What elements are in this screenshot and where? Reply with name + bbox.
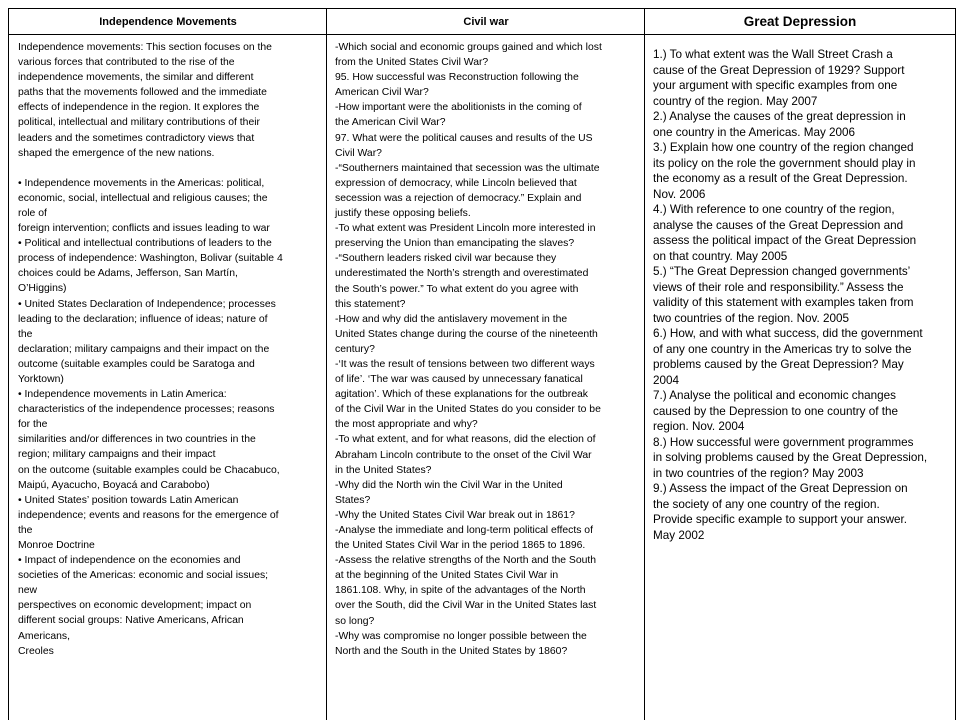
text-line: the most appropriate and why? — [335, 419, 478, 431]
text-line: 1861.108. Why, in spite of the advantages of the North — [335, 585, 586, 597]
text-line: in the United States? — [335, 464, 432, 476]
text-line: • Independence movements in Latin America: — [18, 389, 227, 401]
text-line: caused by the Depression to one country of the — [653, 404, 898, 418]
text-line: 4.) With reference to one country of the region, — [653, 203, 895, 216]
text-line: leaders and the sometimes contradictory views that — [18, 132, 255, 144]
text-line: 1.) To what extent was the Wall Street Crash a — [653, 48, 893, 61]
text-line: Maipú, Ayacucho, Boyacá and Carabobo) — [18, 479, 210, 491]
text-line: the United States Civil War in the period 1865 to 1896. — [335, 540, 586, 552]
text-line: century? — [335, 343, 375, 355]
text-line: • Independence movements in the Americas: political, — [18, 177, 265, 189]
text-line: 9.) Assess the impact of the Great Depression on — [653, 482, 908, 495]
text-line: secession was a rejection of democracy.” Explain and — [335, 192, 582, 204]
text-line: societies of the Americas: economic and social issues; — [18, 570, 269, 582]
text-line: independence; events and reasons for the emergence of — [18, 509, 279, 521]
text-line: O’Higgins) — [18, 283, 67, 295]
text-line: -To what extent, and for what reasons, did the election of — [335, 434, 596, 446]
text-line: the — [18, 328, 33, 340]
text-line: -How and why did the antislavery movement in the — [335, 313, 568, 325]
text-line: the American Civil War? — [335, 117, 446, 129]
text-line: • United States Declaration of Independence; processes — [18, 298, 276, 310]
text-line: • Impact of independence on the economies and — [18, 555, 241, 567]
text-line: Americans, — [18, 630, 70, 642]
great-depression-body — [645, 35, 955, 720]
text-line: -How important were the abolitionists in the coming of — [335, 102, 582, 114]
civil-war-questions — [335, 40, 639, 659]
text-line: on the outcome (suitable examples could be Chacabuco, — [18, 464, 280, 476]
text-line: different social groups: Native Americans, African — [18, 615, 244, 627]
text-line: perspectives on economic development; impact on — [18, 600, 252, 612]
text-line: process of independence: Washington, Bolivar (suitable 4 — [18, 253, 283, 265]
text-line: in two countries of the region? May 2003 — [653, 466, 864, 480]
text-line: the economy as a result of the Great Depression. — [653, 172, 908, 185]
text-line: over the South, did the Civil War in the United States last — [335, 600, 597, 612]
text-line: this statement? — [335, 298, 406, 310]
text-line: preserving the Union than emancipating the slaves? — [335, 238, 575, 250]
independence-body — [9, 35, 327, 720]
text-line: • Political and intellectual contributions of leaders to the — [18, 238, 272, 250]
text-line: -To what extent was President Lincoln more interested in — [335, 223, 596, 235]
text-line: justify these opposing beliefs. — [335, 208, 471, 220]
civil-war-header: Civil war — [327, 8, 645, 35]
text-line: 2.) Analyse the causes of the great depression in — [653, 110, 906, 123]
text-line: in solving problems caused by the Great Depression, — [653, 451, 928, 464]
text-line: assess the political impact of the Great Depression — [653, 234, 917, 247]
text-line: 95. How successful was Reconstruction following the — [335, 72, 579, 84]
text-line: its policy on the role the government should play in — [653, 156, 916, 170]
great-depression-header: Great Depression — [645, 8, 955, 35]
text-line: two countries of the region. Nov. 2005 — [653, 311, 849, 325]
text-line: paths that the movements followed and the immediate — [18, 87, 267, 99]
text-line: your argument with specific examples from one — [653, 79, 898, 92]
text-line: at the beginning of the United States Civil War in — [335, 570, 559, 582]
text-line: role of — [18, 207, 47, 219]
text-line: political, intellectual and military contributions of their — [18, 117, 260, 129]
text-line: -Which social and economic groups gained and which lost — [335, 42, 602, 53]
text-line: for the — [18, 419, 48, 431]
great-depression-questions — [653, 47, 949, 543]
text-line: the South’s power.” To what extent do you agree with — [335, 283, 579, 295]
text-line: Yorktown) — [18, 373, 64, 385]
text-line: 7.) Analyse the political and economic changes — [653, 389, 896, 402]
text-line: of the Civil War in the United States do you consider to be — [335, 404, 601, 416]
text-line: underestimated the North’s strength and overestimated — [335, 268, 589, 280]
text-line: -‘It was the result of tensions between two different ways — [335, 358, 595, 370]
text-line: the society of any one country of the region. — [653, 497, 880, 511]
text-line: of life’. ‘The war was caused by unnecessary fanatical — [335, 374, 583, 386]
text-line: 97. What were the political causes and results of the US — [335, 132, 593, 144]
text-line: expression of democracy, while Lincoln believed that — [335, 177, 577, 189]
text-line: 8.) How successful were government programmes — [653, 435, 914, 449]
text-line: -“Southern leaders risked civil war because they — [335, 253, 557, 265]
text-line: cause of the Great Depression of 1929? Support — [653, 63, 905, 77]
text-line: various forces that contributed to the rise of the — [18, 57, 235, 69]
text-line: Provide specific example to support your answer. — [653, 513, 908, 526]
independence-intro — [18, 40, 321, 161]
text-line: shaped the emergence of the new nations. — [18, 147, 215, 159]
independence-header: Independence Movements — [9, 8, 327, 35]
civil-war-column — [326, 8, 645, 720]
text-line: 2004 — [653, 373, 680, 387]
text-line: country of the region. May 2007 — [653, 94, 818, 108]
topics-table — [8, 8, 954, 720]
text-line: Monroe Doctrine — [18, 540, 95, 551]
text-line: validity of this statement with examples taken from — [653, 296, 914, 309]
text-line: characteristics of the independence processes; reasons — [18, 404, 275, 416]
text-line: -Analyse the immediate and long-term political effects of — [335, 525, 593, 536]
text-line: new — [18, 585, 38, 597]
text-line: Nov. 2006 — [653, 187, 706, 201]
text-line: effects of independence in the region. It explores the — [18, 102, 260, 114]
text-line: Independence movements: This section focuses on the — [18, 42, 272, 53]
civil-war-body — [327, 35, 645, 720]
text-line: -“Southerners maintained that secession was the ultimate — [335, 162, 600, 174]
text-line: region; military campaigns and their impact — [18, 449, 216, 461]
text-line: -Assess the relative strengths of the North and the South — [335, 555, 597, 567]
text-line: on that country. May 2005 — [653, 249, 788, 263]
independence-bullets — [18, 176, 321, 659]
text-line: views of their role and responsibility.” Assess the — [653, 280, 904, 294]
great-depression-column — [644, 8, 956, 720]
text-line: American Civil War? — [335, 87, 429, 99]
independence-column — [8, 8, 327, 720]
text-line: leading to the declaration; influence of ideas; nature of — [18, 313, 268, 325]
text-line: economic, social, intellectual and religious causes; the — [18, 192, 268, 204]
text-line: 5.) “The Great Depression changed governments’ — [653, 265, 911, 278]
text-line: outcome (suitable examples could be Saratoga and — [18, 358, 255, 370]
text-line: one country in the Americas. May 2006 — [653, 125, 856, 139]
text-line: foreign intervention; conflicts and issues leading to war — [18, 223, 270, 235]
text-line: 3.) Explain how one country of the region changed — [653, 141, 914, 154]
text-line: May 2002 — [653, 528, 705, 542]
text-line: similarities and/or differences in two countries in the — [18, 434, 256, 446]
text-line: • United States’ position towards Latin American — [18, 494, 239, 506]
text-line: agitation’. Which of these explanations for the outbreak — [335, 389, 588, 401]
text-line: -Why was compromise no longer possible between the — [335, 630, 587, 642]
text-line: choices could be Adams, Jefferson, San Martín, — [18, 268, 238, 280]
text-line: analyse the causes of the Great Depression and — [653, 218, 904, 232]
text-line: Creoles — [18, 645, 54, 657]
text-line: declaration; military campaigns and their impact on the — [18, 343, 270, 355]
text-line: North and the South in the United States by 1860? — [335, 645, 568, 657]
text-line: from the United States Civil War? — [335, 57, 489, 69]
text-line: the — [18, 524, 33, 536]
text-line: independence movements, the similar and different — [18, 72, 254, 84]
text-line: region. Nov. 2004 — [653, 420, 745, 433]
text-line: Abraham Lincoln contribute to the onset of the Civil War — [335, 449, 592, 461]
text-line: -Why did the North win the Civil War in the United — [335, 479, 563, 491]
text-line: Civil War? — [335, 147, 382, 159]
text-line: of any one country in the Americas try to solve the — [653, 342, 912, 356]
text-line: problems caused by the Great Depression? May — [653, 358, 904, 371]
text-line: 6.) How, and with what success, did the government — [653, 327, 923, 340]
text-line: United States change during the course of the nineteenth — [335, 328, 598, 340]
text-line: -Why the United States Civil War break out in 1861? — [335, 509, 575, 521]
text-line: so long? — [335, 615, 375, 627]
text-line: States? — [335, 494, 371, 506]
